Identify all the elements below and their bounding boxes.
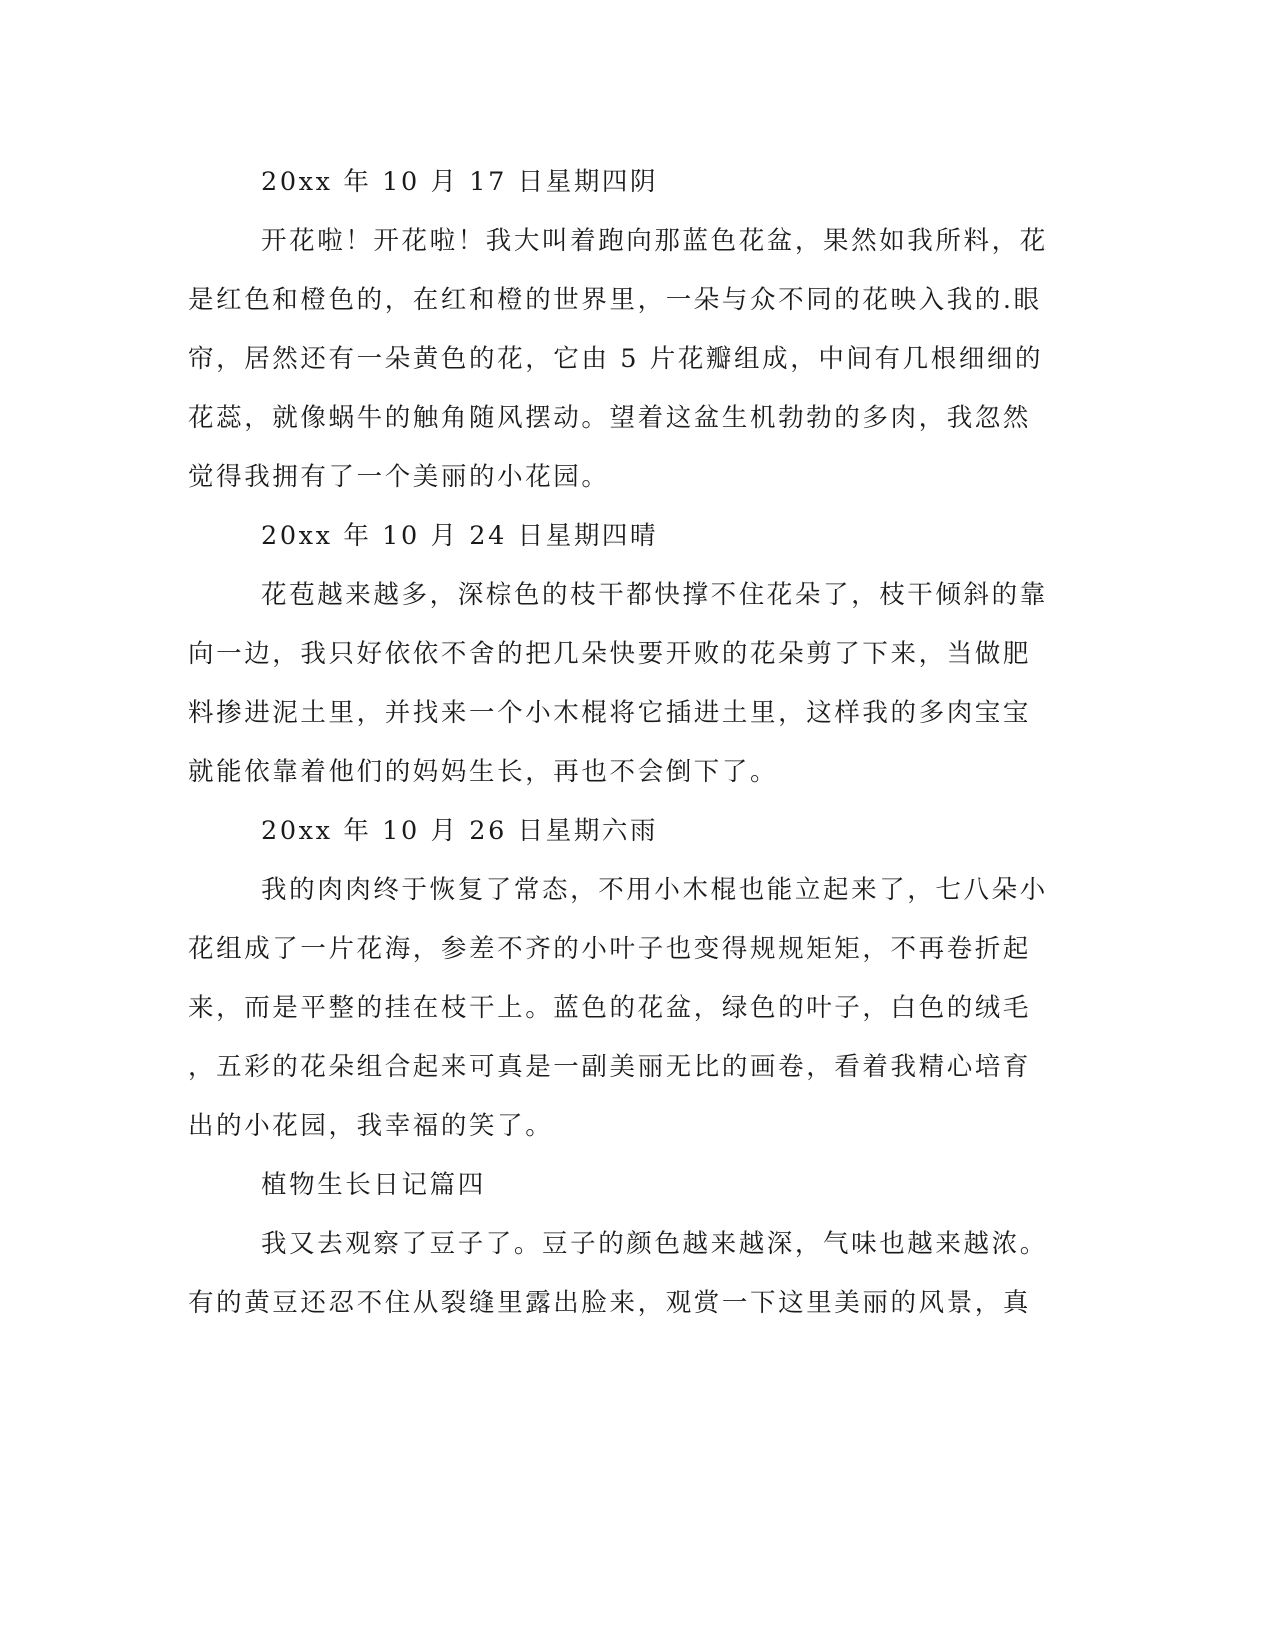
paragraph-line: 花组成了一片花海，参差不齐的小叶子也变得规规矩矩，不再卷折起 (188, 934, 1032, 964)
paragraph-line: 开花啦！开花啦！我大叫着跑向那蓝色花盆，果然如我所料，花 (261, 226, 1048, 256)
paragraph-line: 有的黄豆还忍不住从裂缝里露出脸来，观赏一下这里美丽的风景，真 (188, 1288, 1032, 1318)
paragraph-line: 是红色和橙色的，在红和橙的世界里，一朵与众不同的花映入我的.眼 (188, 285, 1042, 315)
section-heading: 植物生长日记篇四 (261, 1170, 486, 1200)
diary-date-heading: 20xx 年 10 月 24 日星期四晴 (261, 521, 659, 551)
paragraph-line: 我又去观察了豆子了。豆子的颜色越来越深，气味也越来越浓。 (261, 1229, 1048, 1259)
paragraph-line: 花苞越来越多，深棕色的枝干都快撑不住花朵了，枝干倾斜的靠 (261, 580, 1048, 610)
diary-date-heading: 20xx 年 10 月 26 日星期六雨 (261, 816, 659, 846)
paragraph-line: 我的肉肉终于恢复了常态，不用小木棍也能立起来了，七八朵小 (261, 875, 1048, 905)
paragraph-line: 觉得我拥有了一个美丽的小花园。 (188, 462, 610, 492)
paragraph-line: 料掺进泥土里，并找来一个小木棍将它插进土里，这样我的多肉宝宝 (188, 698, 1032, 728)
paragraph-line: 就能依靠着他们的妈妈生长，再也不会倒下了。 (188, 757, 779, 787)
paragraph-line: 来，而是平整的挂在枝干上。蓝色的花盆，绿色的叶子，白色的绒毛 (188, 993, 1032, 1023)
paragraph-line: 出的小花园，我幸福的笑了。 (188, 1111, 554, 1141)
paragraph-line: 花蕊，就像蜗牛的触角随风摆动。望着这盆生机勃勃的多肉，我忽然 (188, 403, 1032, 433)
paragraph-line: 帘，居然还有一朵黄色的花，它由 5 片花瓣组成，中间有几根细细的 (188, 344, 1044, 374)
paragraph-line: ，五彩的花朵组合起来可真是一副美丽无比的画卷，看着我精心培育 (188, 1052, 1032, 1082)
paragraph-line: 向一边，我只好依依不舍的把几朵快要开败的花朵剪了下来，当做肥 (188, 639, 1032, 669)
diary-date-heading: 20xx 年 10 月 17 日星期四阴 (261, 167, 659, 197)
